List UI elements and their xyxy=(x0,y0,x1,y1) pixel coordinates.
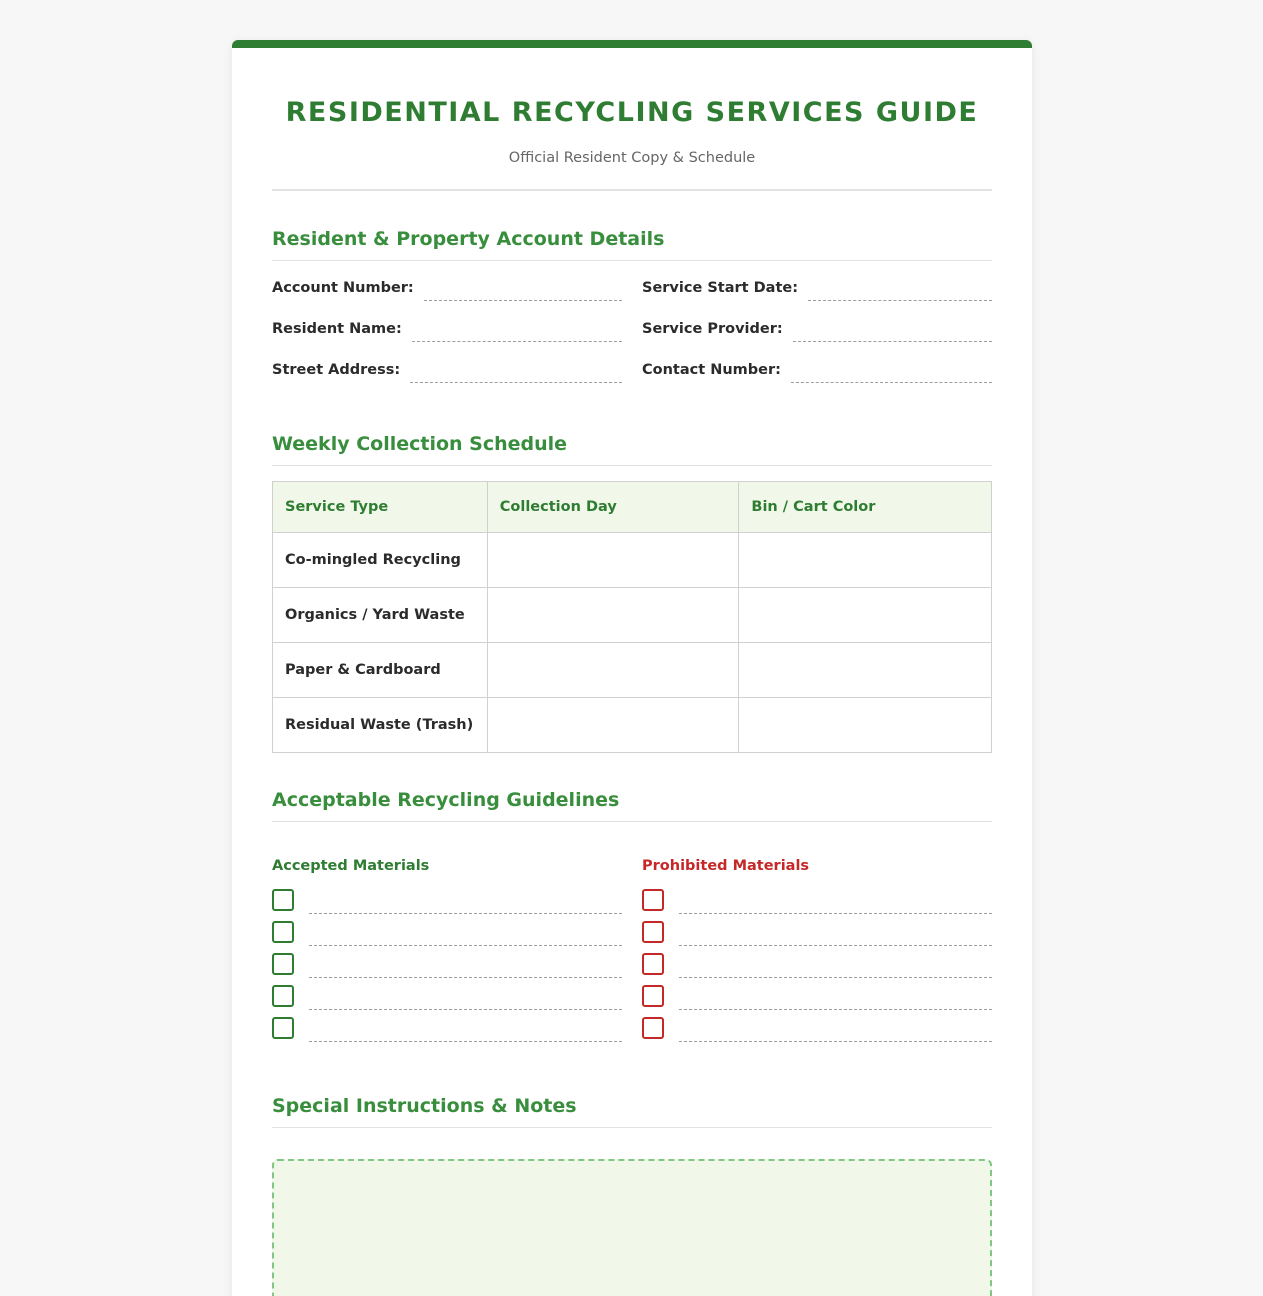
service-start-date-field xyxy=(642,274,992,301)
list-item xyxy=(272,1013,622,1045)
prohibited-checkbox[interactable] xyxy=(642,953,664,975)
collection-day-cell[interactable] xyxy=(487,643,739,698)
bin-color-cell[interactable] xyxy=(739,588,992,643)
notes-textarea[interactable] xyxy=(272,1159,992,1296)
page-subtitle: Official Resident Copy & Schedule xyxy=(508,150,756,166)
list-item xyxy=(272,885,622,917)
street-address-input[interactable] xyxy=(410,359,622,383)
bin-color-cell[interactable] xyxy=(739,643,992,698)
accepted-item-input[interactable] xyxy=(309,1018,622,1042)
service-start-date-label: Service Start Date: xyxy=(642,280,799,296)
resident-name-label: Resident Name: xyxy=(272,321,402,337)
prohibited-item-input[interactable] xyxy=(679,986,992,1010)
account-fields xyxy=(272,274,992,383)
bin-color-cell[interactable] xyxy=(739,698,992,753)
prohibited-materials-list xyxy=(642,856,992,1045)
contact-number-field xyxy=(642,356,992,383)
notes-section-title: Special Instructions & Notes xyxy=(272,1093,992,1128)
accepted-checkbox[interactable] xyxy=(272,953,294,975)
collection-day-cell[interactable] xyxy=(487,588,739,643)
list-item xyxy=(642,885,992,917)
service-type-cell: Residual Waste (Trash) xyxy=(273,698,488,753)
accepted-checkbox[interactable] xyxy=(272,985,294,1007)
accepted-materials-title: Accepted Materials xyxy=(272,858,430,874)
table-row xyxy=(273,588,992,643)
accepted-item-input[interactable] xyxy=(309,890,622,914)
accepted-item-input[interactable] xyxy=(309,922,622,946)
prohibited-materials-title: Prohibited Materials xyxy=(642,858,810,874)
resident-name-input[interactable] xyxy=(412,318,622,342)
prohibited-item-input[interactable] xyxy=(679,954,992,978)
table-row xyxy=(273,533,992,588)
column-header-bin-color: Bin / Cart Color xyxy=(739,482,992,533)
service-type-cell: Paper & Cardboard xyxy=(273,643,488,698)
table-row xyxy=(273,698,992,753)
schedule-section-title: Weekly Collection Schedule xyxy=(272,431,992,466)
collection-day-cell[interactable] xyxy=(487,698,739,753)
bin-color-cell[interactable] xyxy=(739,533,992,588)
prohibited-checkbox[interactable] xyxy=(642,1017,664,1039)
service-provider-field xyxy=(642,315,992,342)
service-start-date-input[interactable] xyxy=(808,277,992,301)
guidelines-section-title: Acceptable Recycling Guidelines xyxy=(272,787,992,822)
prohibited-checkbox[interactable] xyxy=(642,985,664,1007)
account-number-input[interactable] xyxy=(424,277,622,301)
table-row xyxy=(273,643,992,698)
contact-number-input[interactable] xyxy=(791,359,992,383)
service-provider-input[interactable] xyxy=(793,318,992,342)
street-address-field xyxy=(272,356,622,383)
header-divider xyxy=(272,189,992,191)
accepted-materials-list xyxy=(272,856,622,1045)
column-header-collection-day: Collection Day xyxy=(487,482,739,533)
list-item xyxy=(642,917,992,949)
column-header-service-type: Service Type xyxy=(273,482,488,533)
street-address-label: Street Address: xyxy=(272,362,401,378)
service-type-cell: Organics / Yard Waste xyxy=(273,588,488,643)
prohibited-checkbox[interactable] xyxy=(642,921,664,943)
schedule-table xyxy=(272,481,992,753)
account-section-title: Resident & Property Account Details xyxy=(272,226,992,261)
service-type-cell: Co-mingled Recycling xyxy=(273,533,488,588)
prohibited-checkbox[interactable] xyxy=(642,889,664,911)
guidelines-lists xyxy=(272,856,992,1045)
list-item xyxy=(272,949,622,981)
accepted-checkbox[interactable] xyxy=(272,1017,294,1039)
list-item xyxy=(642,949,992,981)
account-number-field xyxy=(272,274,622,301)
list-item xyxy=(272,981,622,1013)
page-title: RESIDENTIAL RECYCLING SERVICES GUIDE xyxy=(285,97,979,128)
guide-card xyxy=(232,40,1032,1296)
resident-name-field xyxy=(272,315,622,342)
accepted-checkbox[interactable] xyxy=(272,921,294,943)
accepted-item-input[interactable] xyxy=(309,954,622,978)
prohibited-item-input[interactable] xyxy=(679,922,992,946)
list-item xyxy=(272,917,622,949)
collection-day-cell[interactable] xyxy=(487,533,739,588)
accepted-checkbox[interactable] xyxy=(272,889,294,911)
table-header-row xyxy=(273,482,992,533)
list-item xyxy=(642,981,992,1013)
accepted-item-input[interactable] xyxy=(309,986,622,1010)
account-number-label: Account Number: xyxy=(272,280,414,296)
list-item xyxy=(642,1013,992,1045)
contact-number-label: Contact Number: xyxy=(642,362,781,378)
prohibited-item-input[interactable] xyxy=(679,1018,992,1042)
service-provider-label: Service Provider: xyxy=(642,321,783,337)
prohibited-item-input[interactable] xyxy=(679,890,992,914)
